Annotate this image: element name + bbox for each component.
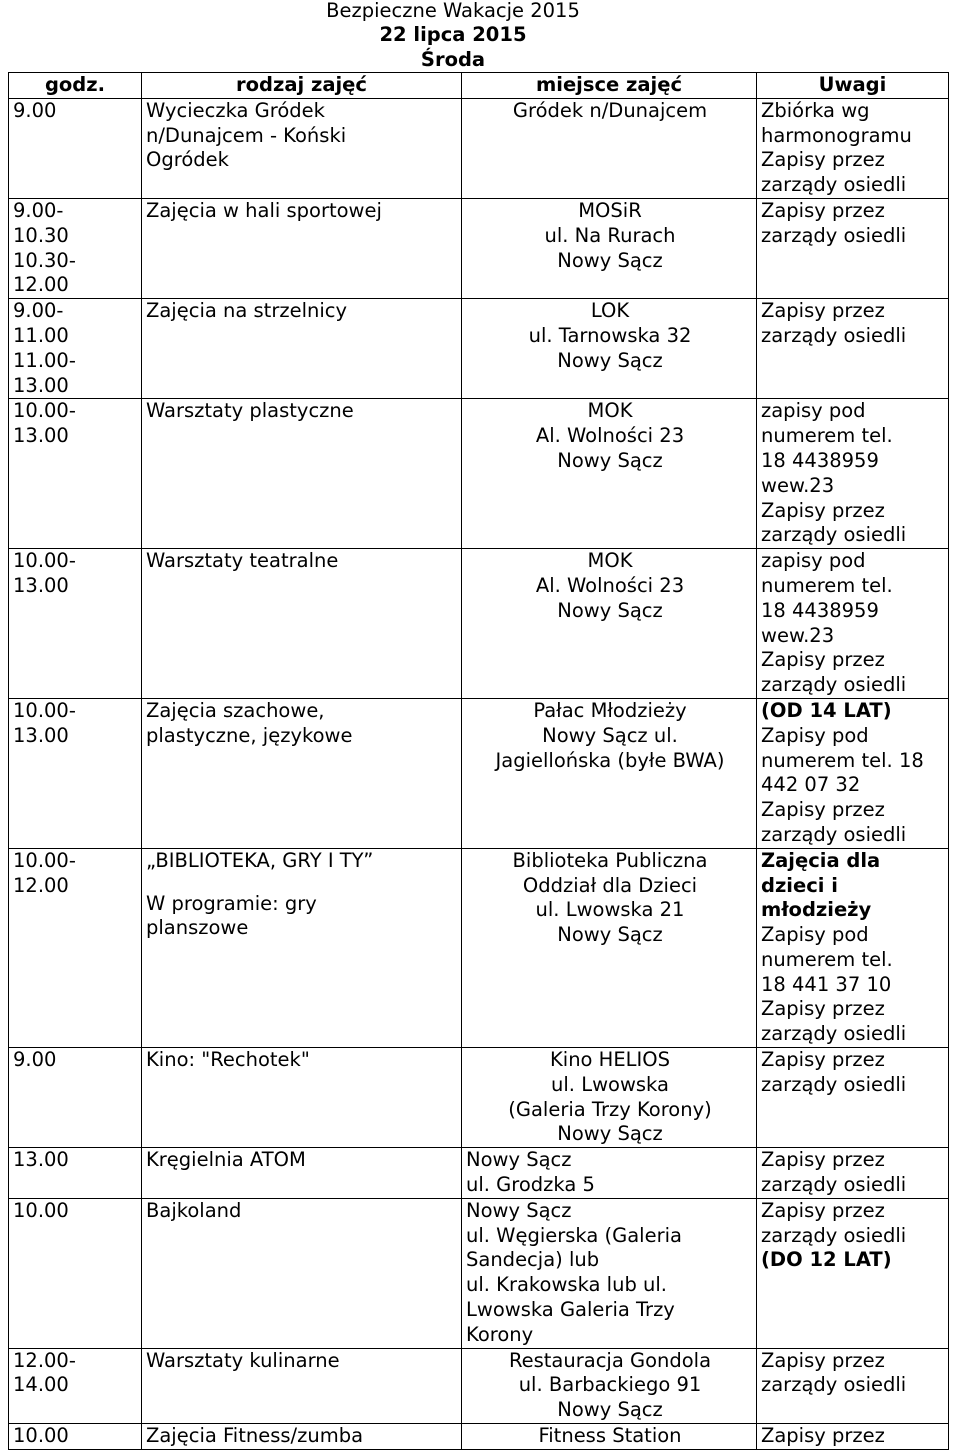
column-header-activity: rodzaj zajęć	[142, 73, 462, 99]
time-cell	[9, 848, 142, 1047]
notes-text: harmonogramu	[761, 123, 912, 147]
notes-text: numerem tel.	[761, 573, 893, 597]
column-header-time: godz.	[9, 73, 142, 99]
place-text: Biblioteka Publiczna	[512, 848, 708, 872]
notes-cell	[757, 1148, 949, 1199]
place-text: Fitness Station	[538, 1424, 682, 1448]
notes-text: zapisy pod	[761, 399, 866, 423]
notes-text: zarządy osiedli	[761, 523, 907, 547]
activity-cell	[142, 1048, 462, 1148]
place-text: Gródek n/Dunajcem	[512, 98, 708, 122]
notes-cell	[757, 549, 949, 699]
notes-highlight: (DO 12 LAT)	[761, 1248, 892, 1272]
table-row	[9, 399, 949, 549]
time-cell	[9, 549, 142, 699]
time-text: 11.00	[13, 323, 69, 347]
notes-text: Zapisy przez	[761, 299, 885, 323]
notes-highlight: (OD 14 LAT)	[761, 698, 892, 722]
notes-text: zarządy osiedli	[761, 1373, 907, 1397]
notes-cell	[757, 1048, 949, 1148]
table-row	[9, 299, 949, 399]
place-text: MOK	[587, 399, 633, 423]
activity-cell	[142, 698, 462, 848]
time-text: 13.00	[13, 573, 69, 597]
place-text: ul. Grodzka 5	[466, 1173, 595, 1197]
activity-cell	[142, 299, 462, 399]
time-text: 10.00	[13, 1198, 69, 1222]
notes-text: zapisy pod	[761, 549, 866, 573]
table-row	[9, 1198, 949, 1348]
activity-text: Ogródek	[146, 148, 229, 172]
place-text: Korony	[466, 1322, 534, 1346]
notes-text: 18 4438959	[761, 448, 879, 472]
notes-highlight: Zajęcia dla	[761, 848, 881, 872]
activity-cell	[142, 198, 462, 298]
place-text: Al. Wolności 23	[535, 424, 685, 448]
place-text: Restauracja Gondola	[508, 1348, 712, 1372]
place-cell	[462, 399, 757, 549]
time-cell	[9, 1348, 142, 1423]
activity-cell	[142, 399, 462, 549]
notes-cell	[757, 198, 949, 298]
activity-cell	[142, 1198, 462, 1348]
place-text: Nowy Sącz ul.	[542, 723, 678, 747]
notes-text: wew.23	[761, 473, 835, 497]
time-text: 12.00-	[13, 1348, 76, 1372]
table-row	[9, 848, 949, 1047]
notes-cell	[757, 848, 949, 1047]
place-cell	[462, 698, 757, 848]
time-cell	[9, 1148, 142, 1199]
place-text: Nowy Sącz	[557, 1122, 663, 1146]
notes-text: Zapisy przez	[761, 648, 885, 672]
time-text: 13.00	[13, 424, 69, 448]
place-cell	[462, 1198, 757, 1348]
notes-highlight: młodzieży	[761, 898, 872, 922]
activity-text: plastyczne, językowe	[146, 723, 353, 747]
place-text: ul. Węgierska (Galeria	[466, 1223, 682, 1247]
header-weekday: Środa	[420, 48, 486, 71]
place-text: Sandecja) lub	[466, 1248, 600, 1272]
table-row	[9, 98, 949, 198]
place-cell	[462, 549, 757, 699]
notes-text: 18 4438959	[761, 598, 879, 622]
time-text: 10.00	[13, 1424, 69, 1448]
notes-cell	[757, 1348, 949, 1423]
time-cell	[9, 198, 142, 298]
place-text: ul. Lwowska 21	[535, 898, 685, 922]
place-text: LOK	[590, 299, 630, 323]
notes-text: zarządy osiedli	[761, 1223, 907, 1247]
place-text: Nowy Sącz	[557, 598, 663, 622]
place-text: Oddział dla Dzieci	[522, 873, 698, 897]
table-row	[9, 698, 949, 848]
notes-text: zarządy osiedli	[761, 223, 907, 247]
notes-text: numerem tel.	[761, 947, 893, 971]
place-cell	[462, 299, 757, 399]
table-row	[9, 1348, 949, 1423]
place-cell	[462, 198, 757, 298]
notes-text: Zapisy przez	[761, 1348, 885, 1372]
place-text: Nowy Sącz	[557, 1398, 663, 1422]
place-text: Jagiellońska (byłe BWA)	[495, 748, 725, 772]
time-cell	[9, 1048, 142, 1148]
place-text: MOSiR	[578, 198, 642, 222]
activity-text: W programie: gry	[146, 891, 317, 915]
header-date: 22 lipca 2015	[379, 23, 527, 46]
time-text: 13.00	[13, 723, 69, 747]
time-text: 9.00-	[13, 299, 64, 323]
place-cell	[462, 1048, 757, 1148]
time-text: 10.00-	[13, 848, 76, 872]
notes-text: zarządy osiedli	[761, 323, 907, 347]
place-text: ul. Krakowska lub ul.	[466, 1273, 667, 1297]
time-cell	[9, 698, 142, 848]
notes-text: Zapisy przez	[761, 498, 885, 522]
table-row	[9, 198, 949, 298]
place-text: ul. Na Rurach	[544, 223, 676, 247]
activity-text: Zajęcia szachowe,	[146, 698, 325, 722]
notes-text: Zapisy przez	[761, 798, 885, 822]
notes-text: 18 441 37 10	[761, 972, 892, 996]
column-header-place: miejsce zajęć	[462, 73, 757, 99]
table-row	[9, 1148, 949, 1199]
activity-text: Kręgielnia ATOM	[146, 1148, 306, 1172]
notes-text: numerem tel.	[761, 424, 893, 448]
schedule-table	[8, 72, 949, 1450]
notes-text: numerem tel. 18	[761, 748, 924, 772]
notes-text: Zapisy przez	[761, 1148, 885, 1172]
time-text: 10.00-	[13, 549, 76, 573]
activity-text: Kino: "Rechotek"	[146, 1048, 310, 1072]
notes-cell	[757, 299, 949, 399]
time-cell	[9, 299, 142, 399]
header-title: Bezpieczne Wakacje 2015	[326, 0, 580, 22]
time-cell	[9, 1424, 142, 1450]
place-text: Nowy Sącz	[557, 348, 663, 372]
activity-text: Warsztaty plastyczne	[146, 399, 354, 423]
notes-text: Zapisy przez	[761, 1424, 885, 1448]
activity-cell	[142, 1348, 462, 1423]
notes-text: wew.23	[761, 623, 835, 647]
place-cell	[462, 1424, 757, 1450]
time-text: 12.00	[13, 273, 69, 297]
place-text: Nowy Sącz	[557, 248, 663, 272]
place-text: Nowy Sącz	[466, 1148, 572, 1172]
place-text: Nowy Sącz	[466, 1198, 572, 1222]
notes-text: Zapisy przez	[761, 997, 885, 1021]
place-text: Kino HELIOS	[549, 1048, 671, 1072]
notes-text: Zapisy pod	[761, 723, 869, 747]
notes-text: zarządy osiedli	[761, 173, 907, 197]
place-text: (Galeria Trzy Korony)	[508, 1097, 712, 1121]
time-cell	[9, 98, 142, 198]
time-text: 14.00	[13, 1373, 69, 1397]
activity-cell	[142, 98, 462, 198]
notes-text: Zapisy pod	[761, 923, 869, 947]
place-cell	[462, 848, 757, 1047]
time-text: 9.00-	[13, 198, 64, 222]
time-text: 13.00	[13, 1148, 69, 1172]
notes-text: 442 07 32	[761, 773, 861, 797]
activity-text: n/Dunajcem - Koński	[146, 123, 347, 147]
activity-text: Warsztaty kulinarne	[146, 1348, 340, 1372]
notes-text: zarządy osiedli	[761, 1072, 907, 1096]
activity-text: planszowe	[146, 916, 249, 940]
place-cell	[462, 1148, 757, 1199]
notes-text: Zapisy przez	[761, 1048, 885, 1072]
place-cell	[462, 98, 757, 198]
notes-cell	[757, 98, 949, 198]
notes-cell	[757, 399, 949, 549]
time-text: 10.00-	[13, 399, 76, 423]
activity-cell	[142, 848, 462, 1047]
column-header-notes: Uwagi	[757, 73, 949, 99]
time-text: 10.30	[13, 223, 69, 247]
place-text: ul. Barbackiego 91	[518, 1373, 702, 1397]
notes-text: Zapisy przez	[761, 198, 885, 222]
activity-text: „BIBLIOTEKA, GRY I TY”	[146, 848, 374, 872]
time-text: 11.00-	[13, 348, 76, 372]
spacer	[146, 874, 459, 892]
activity-text: Zajęcia w hali sportowej	[146, 198, 382, 222]
place-cell	[462, 1348, 757, 1423]
notes-text: Zapisy przez	[761, 148, 885, 172]
activity-cell	[142, 549, 462, 699]
time-cell	[9, 399, 142, 549]
notes-cell	[757, 698, 949, 848]
notes-text: zarządy osiedli	[761, 1173, 907, 1197]
time-text: 10.30-	[13, 248, 76, 272]
notes-highlight: dzieci i	[761, 873, 838, 897]
place-text: Nowy Sącz	[557, 923, 663, 947]
notes-text: zarządy osiedli	[761, 822, 907, 846]
place-text: Lwowska Galeria Trzy	[466, 1298, 675, 1322]
notes-text: Zbiórka wg	[761, 98, 870, 122]
time-text: 10.00-	[13, 698, 76, 722]
time-cell	[9, 1198, 142, 1348]
activity-text: Wycieczka Gródek	[146, 98, 325, 122]
notes-text: zarządy osiedli	[761, 1022, 907, 1046]
activity-text: Bajkoland	[146, 1198, 242, 1222]
place-text: Pałac Młodzieży	[533, 698, 687, 722]
activity-text: Zajęcia na strzelnicy	[146, 299, 348, 323]
table-header-row	[9, 73, 949, 99]
table-row	[9, 1048, 949, 1148]
time-text: 13.00	[13, 373, 69, 397]
place-text: MOK	[587, 549, 633, 573]
place-text: Nowy Sącz	[557, 448, 663, 472]
activity-cell	[142, 1148, 462, 1199]
table-row	[9, 549, 949, 699]
place-text: ul. Tarnowska 32	[528, 323, 692, 347]
notes-cell	[757, 1424, 949, 1450]
place-text: ul. Lwowska	[551, 1072, 669, 1096]
notes-text: Zapisy przez	[761, 1198, 885, 1222]
table-row	[9, 1424, 949, 1450]
time-text: 12.00	[13, 873, 69, 897]
time-text: 9.00	[13, 1048, 57, 1072]
notes-cell	[757, 1198, 949, 1348]
time-text: 9.00	[13, 98, 57, 122]
activity-cell	[142, 1424, 462, 1450]
activity-text: Zajęcia Fitness/zumba	[146, 1424, 364, 1448]
place-text: Al. Wolności 23	[535, 573, 685, 597]
activity-text: Warsztaty teatralne	[146, 549, 339, 573]
notes-text: zarządy osiedli	[761, 673, 907, 697]
